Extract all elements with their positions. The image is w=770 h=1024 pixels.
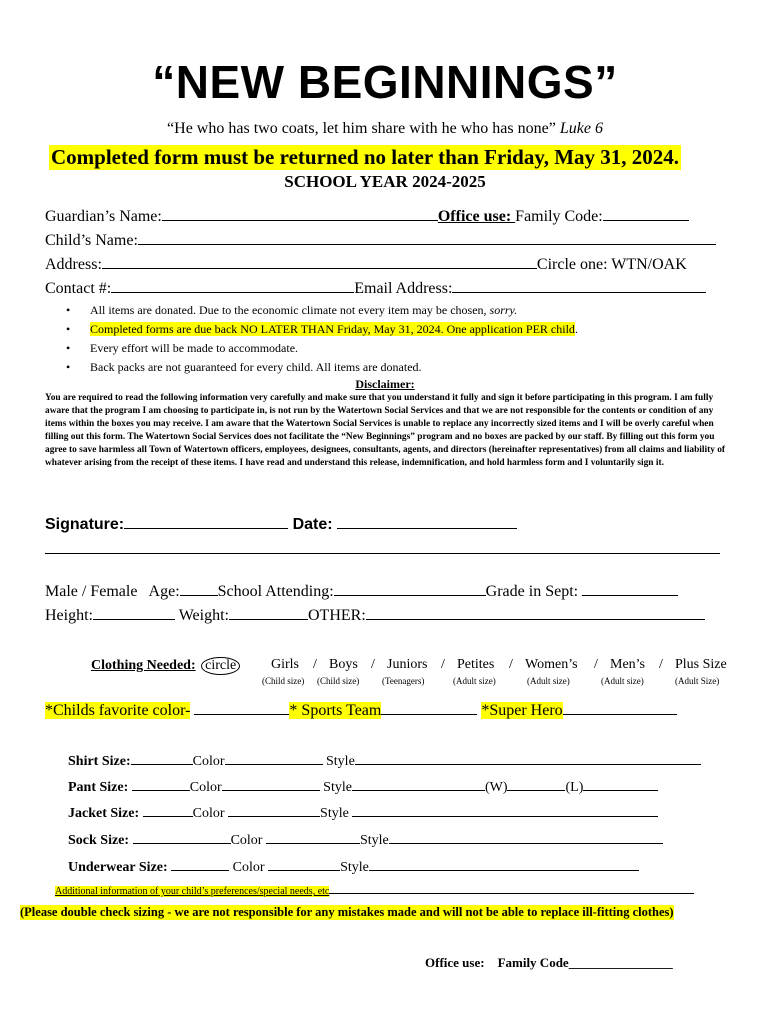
- signature-extra-line[interactable]: [45, 553, 720, 554]
- quote-line: [0, 120, 770, 138]
- size-note-mens: (Adult size): [601, 676, 644, 686]
- shirt-color-field[interactable]: [225, 752, 323, 765]
- address-field[interactable]: [102, 255, 537, 269]
- disclaimer-heading: Disclaimer:: [355, 377, 415, 391]
- style-label: Style: [359, 833, 389, 848]
- sock-style-field[interactable]: [389, 831, 663, 844]
- page-title: “NEW BEGINNINGS”: [152, 56, 618, 108]
- size-note-juniors: (Teenagers): [382, 676, 425, 686]
- deadline-banner: Completed form must be returned no later than Friday, May 31, 2024.: [51, 145, 680, 169]
- super-hero-label: *Super Hero: [481, 702, 563, 719]
- footer-office-use: [425, 955, 673, 971]
- jacket-row: [68, 804, 658, 822]
- category-juniors[interactable]: Juniors: [387, 657, 428, 672]
- guardian-label: Guardian’s Name:: [45, 208, 162, 225]
- underwear-style-field[interactable]: [369, 858, 639, 871]
- shirt-size-label: Shirt Size:: [68, 754, 131, 769]
- pant-color-field[interactable]: [222, 778, 320, 791]
- pant-size-label: Pant Size:: [68, 780, 129, 795]
- contact-label: Contact #:: [45, 280, 112, 297]
- jacket-size-label: Jacket Size:: [68, 806, 140, 821]
- pant-row: [68, 778, 658, 796]
- clothing-needed-row: [91, 657, 240, 675]
- guardian-name-field[interactable]: [162, 207, 438, 221]
- personal-row-2: [45, 606, 705, 625]
- underwear-size-field[interactable]: [171, 858, 229, 871]
- circle-instruction: circle: [201, 657, 240, 675]
- category-petites[interactable]: Petites: [457, 657, 495, 672]
- grade-label: Grade in Sept:: [485, 583, 579, 600]
- favorite-color-field[interactable]: [194, 701, 289, 715]
- height-field[interactable]: [93, 606, 175, 620]
- size-note-girls: (Child size): [262, 676, 305, 686]
- footer-office-label: Office use:: [425, 955, 485, 970]
- size-note-petites: (Adult size): [453, 676, 496, 686]
- underwear-size-label: Underwear Size:: [68, 860, 168, 875]
- pant-size-field[interactable]: [132, 778, 190, 791]
- weight-label: Weight:: [178, 607, 229, 624]
- size-note-plus: (Adult Size): [675, 676, 720, 686]
- date-field[interactable]: [337, 515, 517, 529]
- signature-field[interactable]: [124, 515, 288, 529]
- email-field[interactable]: [452, 279, 706, 293]
- other-label: OTHER:: [307, 607, 366, 624]
- sizing-warning: (Please double check sizing - we are not responsible for any mistakes made and will not be able to replace ill-fitting clothes): [20, 905, 674, 919]
- jacket-size-field[interactable]: [143, 804, 193, 817]
- clothing-needed-label: Clothing Needed:: [91, 658, 196, 673]
- category-plus-size[interactable]: Plus Size: [675, 657, 727, 672]
- style-label: Style: [340, 860, 369, 875]
- color-label: Color: [192, 754, 225, 769]
- disclaimer-body: You are required to read the following information very carefully and make sure that you understand it fully and sign it before participating in this program. I am fully aware that the program I am choosing to participate in, is not run by the Watertown Social Services and that we are not responsible for the contents or condition of any items within the boxes you may receive. I am aware that the Watertown Social Services is unable to replace any incorrectly sized items and I will be overly careful when filling out this form. The Watertown Social Services does not facilitate the “New Beginnings” program and no boxes are packed by our staff. By filling out this form you agree to save harmless all Town of Watertown officers, employees, designees, consultants, agents, and directors (hereinafter representatives) from all claims and liability of whatever arising from the receipt of these items. I have read and understand this release, indemnification, and hold harmless form and I voluntarily sign it.: [45, 393, 726, 469]
- sports-team-label: * Sports Team: [289, 702, 382, 719]
- bullet-item: • All items are donated. Due to the economic climate not every item may be chosen, sorry.: [66, 303, 518, 317]
- super-hero-field[interactable]: [563, 701, 677, 715]
- category-girls[interactable]: Girls: [271, 657, 299, 672]
- quote-text: “He who has two coats, let him share with he who has none”: [167, 120, 556, 137]
- style-label: Style: [323, 780, 352, 795]
- sep: /: [594, 657, 598, 672]
- sep: /: [371, 657, 375, 672]
- color-label: Color: [189, 780, 222, 795]
- height-label: Height:: [45, 607, 93, 624]
- bullet-item: • Back packs are not guaranteed for every child. All items are donated.: [66, 360, 422, 374]
- weight-field[interactable]: [229, 606, 308, 620]
- additional-info-field[interactable]: [329, 883, 694, 894]
- child-label: Child’s Name:: [45, 232, 138, 249]
- office-use-label: Office use:: [437, 208, 516, 225]
- other-field[interactable]: [366, 606, 705, 620]
- underwear-row: [68, 858, 639, 876]
- pant-style-field[interactable]: [352, 778, 485, 791]
- length-label: (L): [565, 780, 584, 795]
- gender-option[interactable]: Male / Female: [45, 583, 138, 600]
- child-name-field[interactable]: [138, 231, 716, 245]
- waist-label: (W): [484, 780, 508, 795]
- additional-info-label: Additional information of your child’s preferences/special needs, etc: [55, 886, 330, 897]
- sep: /: [441, 657, 445, 672]
- category-boys[interactable]: Boys: [329, 657, 358, 672]
- style-label: Style: [326, 754, 355, 769]
- sep: /: [313, 657, 317, 672]
- address-label: Address:: [45, 256, 102, 273]
- sports-team-field[interactable]: [381, 701, 477, 715]
- signature-row: [45, 515, 517, 534]
- school-label: School Attending:: [217, 583, 334, 600]
- signature-label: Signature:: [45, 516, 125, 533]
- address-row: [45, 255, 687, 274]
- email-label: Email Address:: [354, 280, 453, 297]
- size-note-boys: (Child size): [317, 676, 360, 686]
- age-label: Age:: [148, 583, 180, 600]
- sock-size-field[interactable]: [133, 831, 231, 844]
- favorite-color-label: *Childs favorite color-: [45, 702, 191, 719]
- family-code-field[interactable]: [603, 207, 689, 221]
- shirt-style-field[interactable]: [355, 752, 701, 765]
- style-label: Style: [320, 806, 349, 821]
- underwear-color-field[interactable]: [268, 858, 340, 871]
- sep: /: [659, 657, 663, 672]
- circle-one-label: Circle one: WTN/OAK: [536, 256, 687, 273]
- sep: /: [509, 657, 513, 672]
- family-code-label: Family Code:: [515, 208, 603, 225]
- guardian-row: [45, 207, 689, 226]
- info-bullets: [66, 303, 578, 379]
- contact-field[interactable]: [111, 279, 354, 293]
- color-label: Color: [192, 806, 225, 821]
- additional-info-row: [55, 883, 694, 897]
- favorites-row: [45, 701, 677, 720]
- shirt-row: [68, 752, 701, 770]
- color-label: Color: [230, 833, 263, 848]
- sock-row: [68, 831, 663, 849]
- date-label: Date:: [292, 516, 333, 533]
- child-row: [45, 231, 716, 250]
- footer-family-code[interactable]: Family Code________________: [497, 955, 673, 970]
- quote-reference: Luke 6: [559, 120, 603, 137]
- category-womens[interactable]: Women’s: [525, 657, 578, 672]
- jacket-style-field[interactable]: [352, 804, 658, 817]
- jacket-color-field[interactable]: [228, 804, 320, 817]
- bullet-item: • Every effort will be made to accommodate.: [66, 341, 299, 355]
- category-mens[interactable]: Men’s: [610, 657, 645, 672]
- grade-field[interactable]: [582, 582, 678, 596]
- color-label: Color: [232, 860, 265, 875]
- age-field[interactable]: [180, 582, 218, 596]
- sock-color-field[interactable]: [266, 831, 360, 844]
- length-field[interactable]: [583, 778, 658, 791]
- sock-size-label: Sock Size:: [68, 833, 130, 848]
- personal-row-1: [45, 582, 678, 601]
- contact-row: [45, 279, 706, 298]
- school-field[interactable]: [334, 582, 486, 596]
- shirt-size-field[interactable]: [131, 752, 193, 765]
- school-year: SCHOOL YEAR 2024-2025: [284, 172, 486, 191]
- waist-field[interactable]: [507, 778, 565, 791]
- size-note-womens: (Adult size): [527, 676, 570, 686]
- bullet-item: • Completed forms are due back NO LATER THAN Friday, May 31, 2024. One application PER child.: [66, 322, 578, 336]
